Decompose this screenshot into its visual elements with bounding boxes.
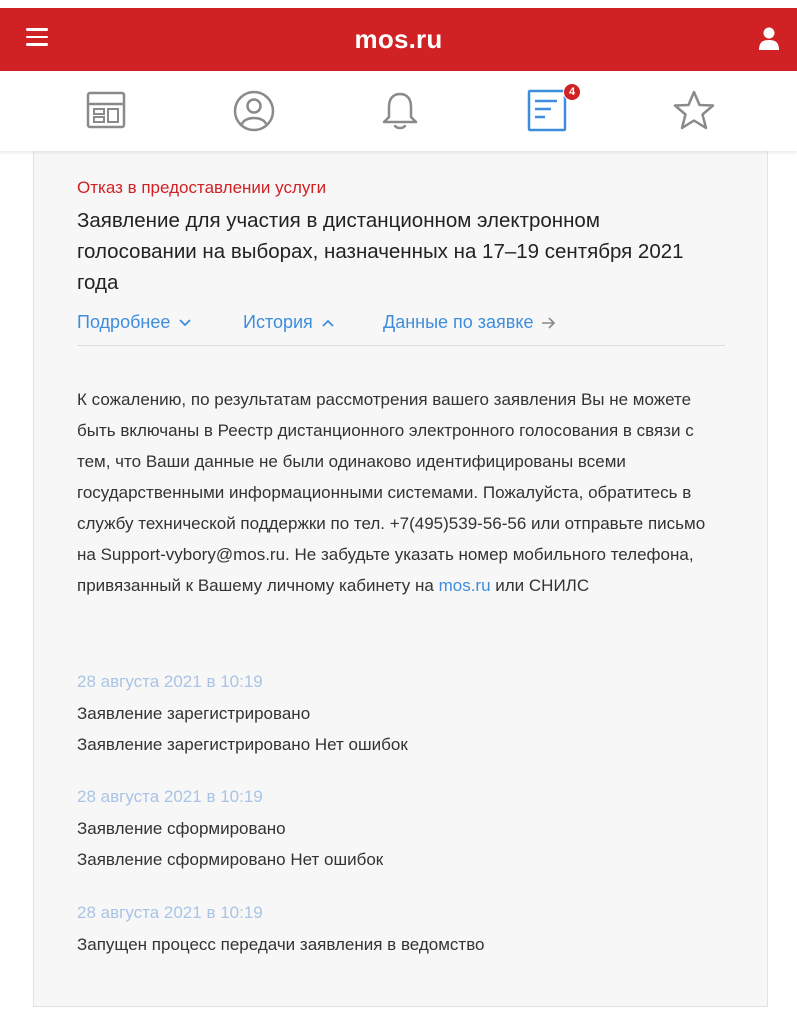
tab-details-label: Подробнее: [77, 312, 171, 332]
chevron-down-icon: [178, 318, 192, 328]
history-event: [77, 672, 408, 760]
mos-ru-link[interactable]: mos.ru: [438, 576, 491, 595]
message-text: К сожалению, по результатам рассмотрения вашего заявления Вы не можете быть включаны в Реестр дистанционного электронного голосования в связи с тем, что Ваши данные не были одинаково идентифицированы всеми государственными информационными системами. Пожалуйста, обратитесь в службу технической поддержки по тел. +7(495)539-56-56 или отправьте письмо на Support-vybory@mos.ru. Не забудьте указать номер мобильного телефона, привязанный к Вашему личному кабинету на: [77, 390, 706, 595]
application-title: Заявление для участия в дистанционном электронном голосовании на выборах, назначенных на 17–19 сентября 2021 года: [77, 209, 684, 294]
event-date: 28 августа 2021 в 10:19: [77, 672, 263, 691]
bell-icon[interactable]: [378, 89, 422, 133]
arrow-right-icon: [541, 317, 557, 329]
event-line: Заявление зарегистрировано Нет ошибок: [77, 735, 408, 754]
event-date: 28 августа 2021 в 10:19: [77, 787, 263, 806]
profile-icon[interactable]: [232, 89, 276, 133]
event-line: Заявление сформировано: [77, 819, 286, 838]
event-line: Заявление сформировано Нет ошибок: [77, 850, 384, 869]
top-strip: [0, 0, 797, 8]
tab-history[interactable]: [243, 312, 335, 333]
menu-icon[interactable]: [26, 28, 48, 46]
notification-badge: 4: [563, 83, 581, 101]
header: [0, 8, 797, 71]
event-date: 28 августа 2021 в 10:19: [77, 903, 263, 922]
history-event: [77, 787, 383, 875]
bottom-navigation: [0, 71, 797, 151]
document-icon[interactable]: [525, 86, 576, 133]
user-icon[interactable]: [757, 26, 781, 52]
chevron-up-icon: [321, 318, 335, 328]
tab-details[interactable]: [77, 312, 192, 333]
application-status: Отказ в предоставлении услуги: [77, 178, 327, 197]
star-icon[interactable]: [672, 89, 716, 133]
application-tabs: [77, 312, 725, 346]
tab-data-label: Данные по заявке: [383, 312, 534, 332]
event-line: Запущен процесс передачи заявления в ведомство: [77, 935, 485, 954]
history-event: [77, 903, 485, 960]
site-logo[interactable]: mos.ru: [354, 24, 443, 54]
tab-application-data[interactable]: [383, 312, 557, 333]
rejection-message: [77, 384, 725, 601]
event-line: Заявление зарегистрировано: [77, 704, 311, 723]
tab-history-label: История: [243, 312, 313, 332]
message-suffix: или СНИЛС: [490, 576, 590, 595]
dashboard-icon[interactable]: [84, 89, 128, 133]
